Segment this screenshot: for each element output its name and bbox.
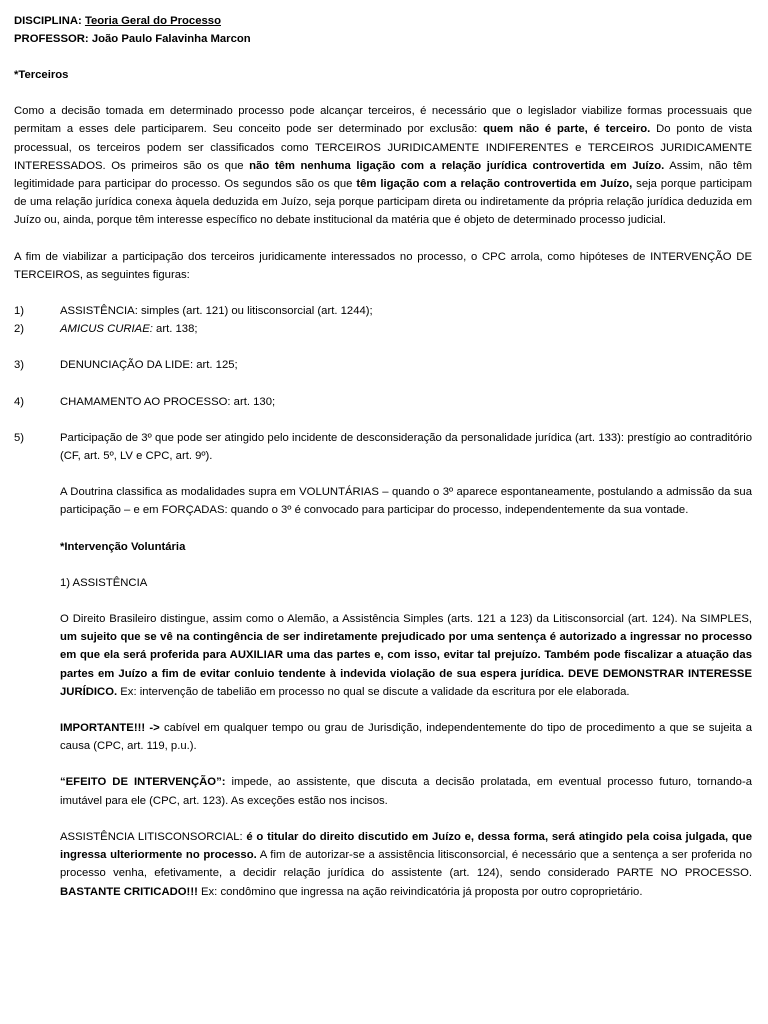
discipline-value: Teoria Geral do Processo: [84, 15, 221, 27]
section-title-voluntaria: *Intervenção Voluntária: [60, 540, 186, 553]
paragraph-efeito-intervencao: “EFEITO DE INTERVENÇÃO”: impede, ao assistente, que discuta a decisão prolatada, em eventual processo futuro, tornando-a imutável para ele (CPC, art. 123). As exceções estão nos incisos.: [60, 776, 752, 807]
discipline-label: DISCIPLINA:: [14, 15, 82, 27]
list-item: 3) DENUNCIAÇÃO DA LIDE: art. 125;: [14, 359, 238, 372]
subtitle-assistencia: 1) ASSISTÊNCIA: [60, 576, 148, 589]
discipline-line: [14, 12, 752, 30]
professor-line: [14, 30, 752, 48]
list-item: 1) ASSISTÊNCIA: simples (art. 121) ou litisconsorcial (art. 1244);: [14, 305, 373, 318]
list-item: 2) AMICUS CURIAE: art. 138;: [14, 323, 198, 336]
figures-list: [14, 302, 752, 465]
paragraph-doutrina: A Doutrina classifica as modalidades supra em VOLUNTÁRIAS – quando o 3º aparece espontaneamente, postulando a admissão da sua participação – e em FORÇADAS: quando o 3º é convocado para participar do processo, independentemente da sua vontade.: [60, 486, 752, 517]
professor-value: João Paulo Falavinha Marcon: [91, 33, 251, 45]
paragraph-terceiros-concept: Como a decisão tomada em determinado processo pode alcançar terceiros, é necessário que o legislador viabilize formas processuais que permitam a esses dele participarem. Seu conceito pode ser determinado por exclusão: quem não é parte, é terceiro. Do ponto de vista processual, os terceiros podem ser classificados como TERCEIROS JURIDICAMENTE INDIFERENTES e TERCEIROS JURIDICAMENTE INTERESSADOS. Os primeiros são os que não têm nenhuma ligação com a relação jurídica controvertida em Juízo. Assim, não têm legitimidade para participar do processo. Os segundos são os que têm ligação com a relação controvertida em Juízo, seja porque participam de uma relação jurídica conexa àquela deduzida em Juízo, seja porque participam direta ou indiretamente da própria relação jurídica deduzida em Juízo ou, ainda, porque têm interesse específico no debate institucional da matéria que é objeto de determinado processo judicial.: [14, 105, 753, 227]
list-item: 5) Participação de 3º que pode ser atingido pelo incidente de desconsideração da personalidade jurídica (art. 133): prestígio ao contraditório (CF, art. 5º, LV e CPC, art. 9º).: [14, 431, 752, 463]
paragraph-intervencao-figuras: A fim de viabilizar a participação dos terceiros juridicamente interessados no processo, o CPC arrola, como hipóteses de INTERVENÇÃO DE TERCEIROS, as seguintes figuras:: [14, 250, 752, 281]
section-title-terceiros: *Terceiros: [14, 69, 69, 81]
paragraph-assistencia-litisconsorcial: ASSISTÊNCIA LITISCONSORCIAL: é o titular do direito discutido em Juízo e, dessa forma, será atingido pela coisa julgada, que ingressa ulteriormente no processo. A fim de autorizar-se a assistência litisconsorcial, é necessário que a sentença a ser proferida no processo venha, efetivamente, a decidir relação jurídica do assistente (art. 124), sendo considerado PARTE NO PROCESSO. BASTANTE CRITICADO!!! Ex: condômino que ingressa na ação reivindicatória já proposta por outro coproprietário.: [60, 830, 753, 898]
paragraph-assistencia-simples: O Direito Brasileiro distingue, assim como o Alemão, a Assistência Simples (arts. 121 a 123) da Litisconsorcial (art. 124). Na SIMPLES, um sujeito que se vê na contingência de ser indiretamente prejudicado por uma sentença é autorizado a ingressar no processo em que ela será proferida para AUXILIAR uma das partes e, com isso, evitar tal prejuízo. Também pode fiscalizar a atuação das partes em Juízo a fim de evitar conluio tendente à indevida violação de sua espera jurídica. DEVE DEMONSTRAR INTERESSE JURÍDICO. Ex: intervenção de tabelião em processo no qual se discute a validade da escritura por ele elaborada.: [60, 613, 752, 698]
paragraph-importante: IMPORTANTE!!! -> cabível em qualquer tempo ou grau de Jurisdição, independentemente do tipo de procedimento a que se sujeita a causa (CPC, art. 119, p.u.).: [60, 722, 752, 753]
professor-label: PROFESSOR:: [14, 33, 89, 45]
list-item: 4) CHAMAMENTO AO PROCESSO: art. 130;: [14, 395, 276, 408]
